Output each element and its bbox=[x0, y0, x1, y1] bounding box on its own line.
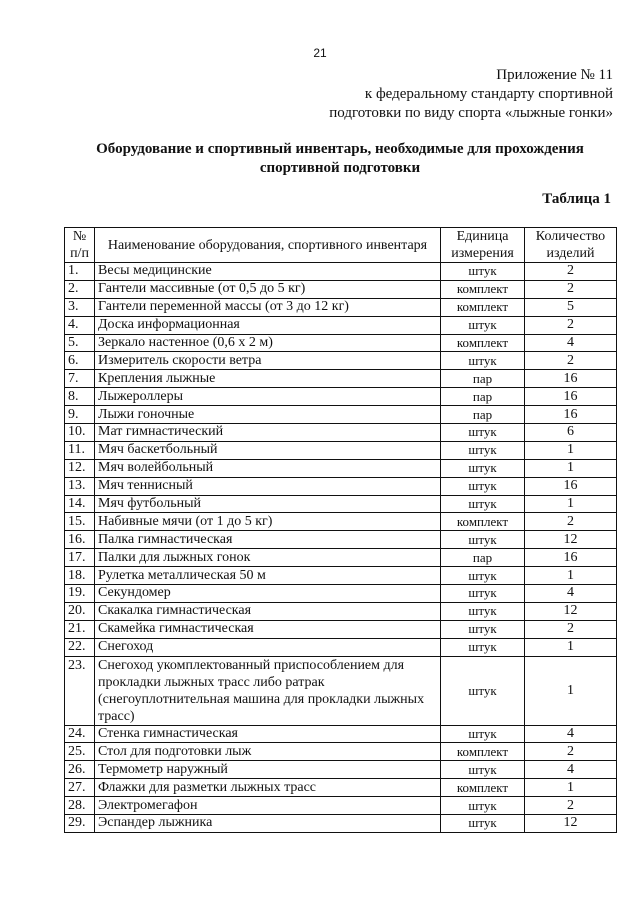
row-number: 15. bbox=[65, 513, 95, 531]
row-number: 26. bbox=[65, 761, 95, 779]
row-name: Палка гимнастическая bbox=[95, 531, 441, 549]
row-number: 6. bbox=[65, 352, 95, 370]
row-unit: комплект bbox=[441, 743, 525, 761]
row-unit: пар bbox=[441, 388, 525, 406]
row-quantity: 4 bbox=[525, 761, 617, 779]
table-row bbox=[65, 779, 617, 797]
row-unit: штук bbox=[441, 441, 525, 459]
row-number: 29. bbox=[65, 815, 95, 833]
table-row bbox=[65, 477, 617, 495]
row-number: 12. bbox=[65, 459, 95, 477]
table-row bbox=[65, 316, 617, 334]
row-unit: пар bbox=[441, 406, 525, 424]
row-name: Термометр наружный bbox=[95, 761, 441, 779]
row-unit: комплект bbox=[441, 779, 525, 797]
row-number: 1. bbox=[65, 263, 95, 281]
row-unit: комплект bbox=[441, 298, 525, 316]
row-name: Скакалка гимнастическая bbox=[95, 602, 441, 620]
row-name: Лыжи гоночные bbox=[95, 406, 441, 424]
row-number: 8. bbox=[65, 388, 95, 406]
row-name: Гантели массивные (от 0,5 до 5 кг) bbox=[95, 280, 441, 298]
row-name: Доска информационная bbox=[95, 316, 441, 334]
row-quantity: 4 bbox=[525, 334, 617, 352]
row-number: 27. bbox=[65, 779, 95, 797]
row-number: 17. bbox=[65, 549, 95, 567]
row-name: Зеркало настенное (0,6 х 2 м) bbox=[95, 334, 441, 352]
row-number: 18. bbox=[65, 567, 95, 585]
table-row bbox=[65, 280, 617, 298]
appendix-reference bbox=[329, 66, 613, 123]
row-name: Мяч теннисный bbox=[95, 477, 441, 495]
document-title-line-1: Оборудование и спортивный инвентарь, необходимые для прохождения bbox=[96, 141, 584, 157]
row-quantity: 1 bbox=[525, 441, 617, 459]
row-name: Скамейка гимнастическая bbox=[95, 620, 441, 638]
row-unit: штук bbox=[441, 424, 525, 442]
row-name: Гантели переменной массы (от 3 до 12 кг) bbox=[95, 298, 441, 316]
row-name: Рулетка металлическая 50 м bbox=[95, 567, 441, 585]
row-unit: штук bbox=[441, 815, 525, 833]
row-unit: пар bbox=[441, 370, 525, 388]
row-number: 14. bbox=[65, 495, 95, 513]
row-unit: пар bbox=[441, 549, 525, 567]
row-number: 3. bbox=[65, 298, 95, 316]
row-number: 7. bbox=[65, 370, 95, 388]
table-row bbox=[65, 441, 617, 459]
row-quantity: 16 bbox=[525, 388, 617, 406]
row-unit: штук bbox=[441, 638, 525, 656]
row-quantity: 2 bbox=[525, 352, 617, 370]
table-row bbox=[65, 602, 617, 620]
row-quantity: 1 bbox=[525, 638, 617, 656]
row-number: 19. bbox=[65, 585, 95, 603]
row-number: 23. bbox=[65, 656, 95, 725]
appendix-line-1: Приложение № 11 bbox=[496, 67, 613, 83]
table-row bbox=[65, 406, 617, 424]
header-number: № п/п bbox=[65, 228, 95, 263]
row-unit: комплект bbox=[441, 513, 525, 531]
row-name: Измеритель скорости ветра bbox=[95, 352, 441, 370]
row-quantity: 12 bbox=[525, 602, 617, 620]
table-row bbox=[65, 531, 617, 549]
row-name: Палки для лыжных гонок bbox=[95, 549, 441, 567]
table-row bbox=[65, 620, 617, 638]
row-name: Набивные мячи (от 1 до 5 кг) bbox=[95, 513, 441, 531]
row-unit: штук bbox=[441, 585, 525, 603]
header-unit: Единица измерения bbox=[441, 228, 525, 263]
row-quantity: 2 bbox=[525, 513, 617, 531]
row-name: Мат гимнастический bbox=[95, 424, 441, 442]
table-row bbox=[65, 263, 617, 281]
row-number: 22. bbox=[65, 638, 95, 656]
row-number: 4. bbox=[65, 316, 95, 334]
row-unit: штук bbox=[441, 352, 525, 370]
row-name: Флажки для разметки лыжных трасс bbox=[95, 779, 441, 797]
row-quantity: 12 bbox=[525, 815, 617, 833]
row-number: 16. bbox=[65, 531, 95, 549]
row-unit: штук bbox=[441, 567, 525, 585]
table-row bbox=[65, 549, 617, 567]
row-name: Мяч волейбольный bbox=[95, 459, 441, 477]
row-unit: штук bbox=[441, 263, 525, 281]
row-quantity: 5 bbox=[525, 298, 617, 316]
row-name: Мяч футбольный bbox=[95, 495, 441, 513]
row-name: Крепления лыжные bbox=[95, 370, 441, 388]
table-row bbox=[65, 370, 617, 388]
row-quantity: 6 bbox=[525, 424, 617, 442]
table-row bbox=[65, 638, 617, 656]
header-name: Наименование оборудования, спортивного инвентаря bbox=[95, 228, 441, 263]
row-unit: штук bbox=[441, 602, 525, 620]
table-row bbox=[65, 797, 617, 815]
row-quantity: 2 bbox=[525, 263, 617, 281]
table-row bbox=[65, 725, 617, 743]
table-row bbox=[65, 743, 617, 761]
row-name: Эспандер лыжника bbox=[95, 815, 441, 833]
table-row bbox=[65, 334, 617, 352]
row-unit: штук bbox=[441, 797, 525, 815]
row-quantity: 16 bbox=[525, 477, 617, 495]
row-name: Секундомер bbox=[95, 585, 441, 603]
row-quantity: 2 bbox=[525, 743, 617, 761]
row-name: Снегоход bbox=[95, 638, 441, 656]
row-unit: штук bbox=[441, 531, 525, 549]
row-unit: штук bbox=[441, 316, 525, 334]
document-title-line-2: спортивной подготовки bbox=[259, 160, 421, 176]
row-number: 25. bbox=[65, 743, 95, 761]
table-row bbox=[65, 495, 617, 513]
row-quantity: 16 bbox=[525, 370, 617, 388]
row-number: 21. bbox=[65, 620, 95, 638]
row-number: 9. bbox=[65, 406, 95, 424]
row-unit: штук bbox=[441, 656, 525, 725]
row-name: Стол для подготовки лыж bbox=[95, 743, 441, 761]
row-number: 5. bbox=[65, 334, 95, 352]
row-unit: штук bbox=[441, 477, 525, 495]
row-quantity: 1 bbox=[525, 495, 617, 513]
row-unit: комплект bbox=[441, 280, 525, 298]
table-row bbox=[65, 352, 617, 370]
page-number: 21 bbox=[313, 46, 327, 60]
row-name: Электромегафон bbox=[95, 797, 441, 815]
row-unit: комплект bbox=[441, 334, 525, 352]
row-name: Мяч баскетбольный bbox=[95, 441, 441, 459]
row-quantity: 1 bbox=[525, 567, 617, 585]
row-quantity: 2 bbox=[525, 797, 617, 815]
table-row bbox=[65, 761, 617, 779]
table-row bbox=[65, 585, 617, 603]
row-unit: штук bbox=[441, 761, 525, 779]
row-quantity: 16 bbox=[525, 406, 617, 424]
row-name: Весы медицинские bbox=[95, 263, 441, 281]
table-row bbox=[65, 424, 617, 442]
table-body bbox=[65, 263, 617, 833]
table-row bbox=[65, 815, 617, 833]
row-number: 13. bbox=[65, 477, 95, 495]
row-name: Лыжероллеры bbox=[95, 388, 441, 406]
table-row bbox=[65, 388, 617, 406]
row-quantity: 1 bbox=[525, 779, 617, 797]
row-number: 11. bbox=[65, 441, 95, 459]
row-quantity: 2 bbox=[525, 620, 617, 638]
row-quantity: 12 bbox=[525, 531, 617, 549]
table-header-row bbox=[65, 228, 617, 263]
row-number: 2. bbox=[65, 280, 95, 298]
row-number: 28. bbox=[65, 797, 95, 815]
table-row bbox=[65, 459, 617, 477]
table-row bbox=[65, 656, 617, 725]
row-quantity: 4 bbox=[525, 725, 617, 743]
table-row bbox=[65, 513, 617, 531]
appendix-line-3: подготовки по виду спорта «лыжные гонки» bbox=[329, 105, 613, 121]
row-number: 24. bbox=[65, 725, 95, 743]
row-quantity: 1 bbox=[525, 656, 617, 725]
table-label: Таблица 1 bbox=[542, 191, 611, 207]
document-title bbox=[40, 140, 640, 178]
table-row bbox=[65, 567, 617, 585]
appendix-line-2: к федеральному стандарту спортивной bbox=[364, 86, 613, 102]
row-quantity: 4 bbox=[525, 585, 617, 603]
header-quantity: Количество изделий bbox=[525, 228, 617, 263]
row-unit: штук bbox=[441, 620, 525, 638]
row-unit: штук bbox=[441, 495, 525, 513]
row-quantity: 2 bbox=[525, 316, 617, 334]
row-name: Снегоход укомплектованный приспособлением для прокладки лыжных трасс либо ратрак (снегоуплотнительная машина для прокладки лыжных трасс) bbox=[95, 656, 441, 725]
row-number: 20. bbox=[65, 602, 95, 620]
row-number: 10. bbox=[65, 424, 95, 442]
row-quantity: 1 bbox=[525, 459, 617, 477]
row-unit: штук bbox=[441, 725, 525, 743]
row-quantity: 16 bbox=[525, 549, 617, 567]
row-unit: штук bbox=[441, 459, 525, 477]
inventory-table bbox=[64, 227, 617, 833]
row-quantity: 2 bbox=[525, 280, 617, 298]
row-name: Стенка гимнастическая bbox=[95, 725, 441, 743]
table-row bbox=[65, 298, 617, 316]
